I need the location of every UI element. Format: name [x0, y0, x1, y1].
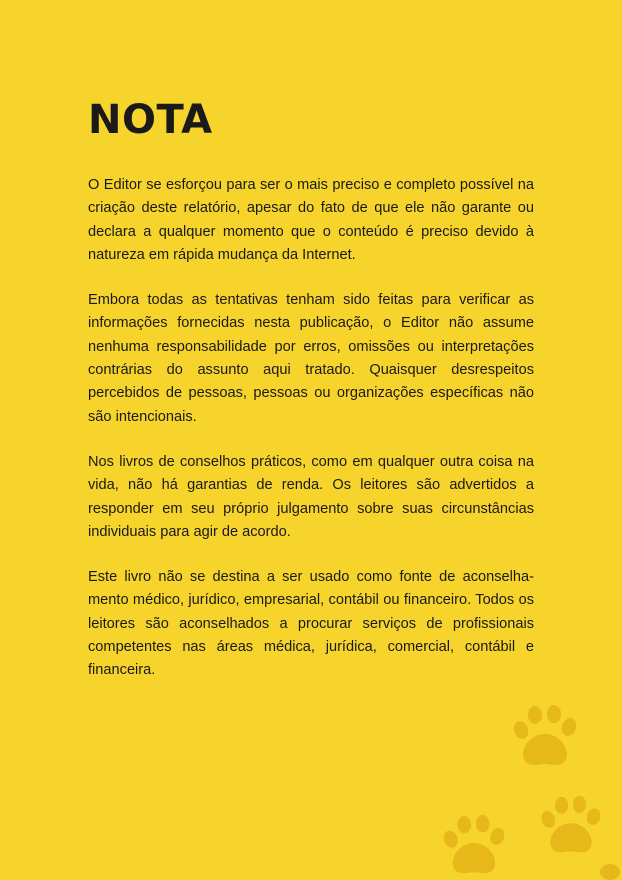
paragraph-1: O Editor se esforçou para ser o mais preciso e completo possível na criação deste relatório, apesar do fato de que ele não garante ou declara a qualquer momento que o conteúdo é preciso devido à natureza em rápida mudança da Internet. — [88, 177, 534, 263]
paragraph-2: Embora todas as tentativas tenham sido feitas para verificar as informações fornecidas nesta publicação, o Editor não assume nenhuma responsabilidade por erros, omissões ou interpretações contrárias do assunto aqui tratado. Quaisquer desrespeitos percebidos de pessoas, pessoas ou organizações específicas não são intencionais. — [88, 292, 534, 425]
paragraph-4: Este livro não se destina a ser usado como fonte de aconselhamento médico, jurídico, empresarial, contábil ou financeiro. Todos os leitores são aconselhados a procurar serviços de profissionais competentes nas áreas médica, jurídica, comercial, contábil e financeira. — [88, 569, 534, 679]
page-title: NOTA — [88, 97, 213, 143]
paw-print-icon — [598, 860, 622, 880]
paw-print-icon — [510, 704, 580, 772]
paw-print-icon — [538, 794, 604, 860]
paw-print-icon — [440, 814, 508, 880]
body-text — [88, 174, 534, 705]
paragraph-3: Nos livros de conselhos práticos, como em qualquer outra coisa na vida, não há garantias de renda. Os leitores são advertidos a responder em seu próprio julgamento sobre suas circunstâncias individuais para agir de acordo. — [88, 453, 534, 540]
